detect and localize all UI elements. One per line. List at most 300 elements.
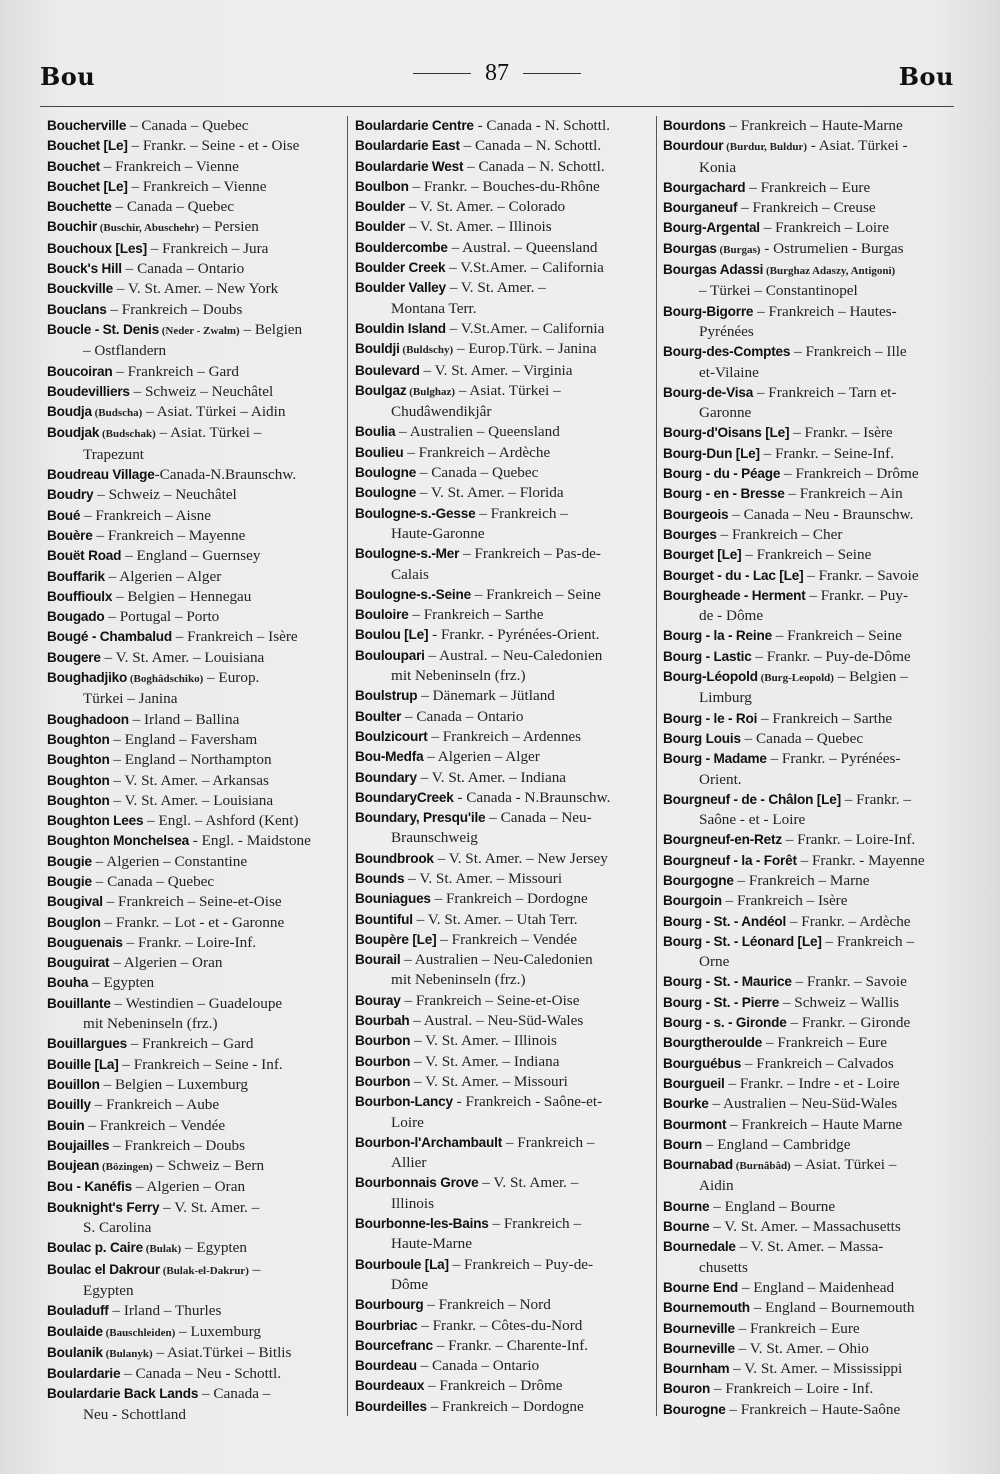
- entry-location: – Australien – Neu-Caledonien: [400, 951, 593, 969]
- gazetteer-entry: [355, 422, 655, 442]
- entry-headword: Boulou [Le]: [355, 627, 429, 643]
- entry-alt-name: (Bulak-el-Dakrur): [159, 1264, 249, 1277]
- entry-headword: Bourmont: [663, 1116, 727, 1132]
- entry-headword: Boulgaz: [355, 382, 407, 398]
- gazetteer-entry: [47, 791, 347, 811]
- rule-dash-left: [413, 73, 471, 74]
- gazetteer-entry: [663, 1135, 963, 1155]
- entry-headword: Boulogne-s.-Mer: [355, 546, 460, 562]
- entry-continuation: Aidin: [699, 1177, 734, 1195]
- entry-headword: Bourne: [663, 1219, 710, 1235]
- entry-location: – V. St. Amer. – Florida: [416, 484, 564, 502]
- entry-location: – Frankreich –: [488, 1215, 582, 1233]
- gazetteer-entry: [355, 278, 655, 319]
- entry-location: – Frankreich – Calvados: [741, 1054, 894, 1072]
- gazetteer-entry: [355, 381, 655, 423]
- entry-location: – Austral. – Neu-Caledonien: [424, 646, 603, 664]
- entry-headword: Boughton: [47, 792, 110, 808]
- gazetteer-entry: [663, 1400, 963, 1420]
- entry-headword: Bourdeilles: [355, 1398, 427, 1414]
- gazetteer-entry: [47, 300, 347, 320]
- entry-headword: Bourg - Madame: [663, 751, 767, 767]
- entry-headword: Boulogne: [355, 465, 417, 481]
- entry-location: – Canada – N. Schottl.: [463, 157, 605, 175]
- entry-headword: Bourneville: [663, 1340, 735, 1356]
- entry-location: – Canada – Quebec: [126, 117, 249, 134]
- entry-location: – Asiat. Türkei –: [455, 381, 561, 399]
- entry-headword: Bourdons: [663, 118, 726, 133]
- entry-location: – Belgien –: [833, 668, 908, 686]
- gazetteer-entry: [47, 320, 347, 362]
- entry-headword: Bourgas Adassi: [663, 262, 764, 278]
- gazetteer-entry: [47, 197, 347, 217]
- entry-alt-name: (Burdur, Buldur): [723, 141, 807, 154]
- entry-location: – Australien – Neu-Süd-Wales: [708, 1095, 898, 1113]
- entry-location: – Frankreich – Seine - Inf.: [118, 1055, 283, 1073]
- entry-headword: Bourg-Bigorre: [663, 303, 754, 319]
- entry-location: – Frankreich – Tarn et-: [753, 383, 897, 401]
- gazetteer-entry: [355, 443, 655, 463]
- entry-headword: Bougie: [47, 853, 92, 869]
- entry-alt-name: (Budschak): [99, 428, 156, 441]
- gazetteer-entry: [47, 506, 347, 526]
- entry-headword: Boulbon: [355, 178, 409, 194]
- gazetteer-entry: [355, 869, 655, 889]
- entry-headword: Bourg - en - Bresse: [663, 486, 785, 502]
- entry-location: – Frankreich – Vienne: [99, 157, 239, 175]
- entry-location: – Persien: [198, 218, 259, 236]
- entry-location: - Frankr. - Pyrénées-Orient.: [428, 626, 600, 644]
- entry-headword: Bougie: [47, 873, 92, 889]
- entry-headword: Bourcefranc: [355, 1337, 433, 1353]
- entry-location: – Frankreich – Isère: [171, 628, 298, 646]
- entry-location: – Algerien – Constantine: [91, 852, 248, 870]
- gazetteer-entry: [663, 1074, 963, 1094]
- entry-headword: Bournemouth: [663, 1300, 750, 1316]
- entry-location: - Asiat. Türkei -: [806, 137, 908, 155]
- entry-headword: Bouin: [47, 1117, 85, 1133]
- gazetteer-entry: [47, 607, 347, 627]
- entry-headword: Bouray: [355, 992, 401, 1008]
- entry-headword: Boué: [47, 507, 81, 523]
- entry-headword: Boulanik: [47, 1344, 103, 1360]
- entry-alt-name: (Burgas): [716, 243, 761, 256]
- entry-location: – Schweiz – Wallis: [779, 993, 900, 1011]
- entry-headword: Bournabad: [663, 1157, 733, 1173]
- entry-alt-name: (Bulak): [142, 1243, 182, 1256]
- entry-headword: Bouck's Hill: [47, 261, 122, 277]
- entry-headword: Boudry: [47, 487, 94, 503]
- gazetteer-entry: [47, 177, 347, 197]
- entry-location: – V. St. Amer. – Utah Terr.: [412, 910, 578, 928]
- entry-continuation: Illinois: [391, 1194, 435, 1212]
- gazetteer-entry: [47, 872, 347, 892]
- column-3: [663, 116, 963, 1420]
- entry-location: – Frankreich – Dordogne: [430, 890, 588, 908]
- entry-headword: Bourne End: [663, 1279, 739, 1295]
- entry-headword: Bourg Louis: [663, 730, 741, 746]
- entry-headword: Boughton: [47, 731, 110, 747]
- gazetteer-entry: [355, 930, 655, 950]
- gazetteer-entry: [47, 1322, 347, 1343]
- entry-alt-name: (Burghaz Adaszy, Antigoni): [763, 265, 896, 278]
- entry-location: – Frankreich – Hautes-: [753, 302, 897, 320]
- entry-location: – V. St. Amer. – New York: [113, 280, 279, 298]
- entry-headword: Bourgneuf - de - Châlon [Le]: [663, 791, 841, 807]
- gazetteer-entry: [47, 892, 347, 912]
- entry-location: – Frankreich – Puy-de-: [448, 1255, 594, 1273]
- page-header: [40, 58, 954, 98]
- gazetteer-entry: [663, 1115, 963, 1135]
- entry-location: – Frankr. – Lot - et - Garonne: [100, 913, 285, 931]
- entry-location: – Algerien – Oran: [132, 1178, 246, 1196]
- entry-location: – Frankreich – Aisne: [80, 506, 211, 524]
- entry-headword: Bourg-Dun [Le]: [663, 445, 760, 461]
- entry-location: – Frankreich – Ardèche: [403, 443, 551, 461]
- entry-headword: Bourg-Léopold: [663, 669, 758, 685]
- entry-headword: Boughton: [47, 772, 110, 788]
- entry-location: – Frankreich – Aube: [90, 1096, 220, 1114]
- gazetteer-entry: [663, 1013, 963, 1033]
- entry-location: – Schweiz – Neuchâtel: [129, 382, 274, 400]
- entry-headword: Boulevard: [355, 362, 420, 378]
- entry-headword: Bouladuff: [47, 1303, 109, 1319]
- gazetteer-entry: [47, 1116, 347, 1136]
- entry-location: – Asiat. Türkei – Aidin: [142, 403, 286, 421]
- entry-location: – V. St. Amer. –: [445, 279, 546, 297]
- entry-headword: Bourg-des-Comptes: [663, 344, 791, 360]
- entry-continuation: Loire: [391, 1113, 424, 1131]
- entry-headword: Bourdeaux: [355, 1378, 425, 1394]
- gazetteer-entry: [355, 747, 655, 767]
- entry-location: – Frankreich – Mayenne: [92, 526, 246, 544]
- entry-location: – V. St. Amer. – Colorado: [404, 198, 566, 216]
- entry-headword: Bouère: [47, 527, 93, 543]
- entry-location: – Frankreich – Gard: [126, 1035, 254, 1053]
- gazetteer-entry: [663, 891, 963, 911]
- entry-location: – Frankreich – Drôme: [424, 1377, 563, 1395]
- entry-headword: Bourg-de-Visa: [663, 384, 754, 400]
- gazetteer-entry: [47, 382, 347, 402]
- entry-location: – England – Guernsey: [121, 547, 261, 565]
- entry-headword: Boujean: [47, 1158, 100, 1174]
- rule-dash-right: [523, 73, 581, 74]
- entry-location: - Canada - N.Braunschw.: [453, 788, 611, 806]
- entry-headword: Bouguirat: [47, 955, 110, 971]
- entry-location: – Frankreich – Haute-Saône: [725, 1400, 901, 1418]
- gazetteer-entry: [663, 586, 963, 627]
- gazetteer-entry: [663, 830, 963, 850]
- entry-headword: Boundary: [355, 769, 417, 785]
- gazetteer-entry: [663, 851, 963, 871]
- entry-headword: Bourgas: [663, 240, 717, 256]
- entry-continuation: Konia: [699, 158, 737, 176]
- entry-headword: Boundbrook: [355, 850, 434, 866]
- gazetteer-entry: [47, 953, 347, 973]
- entry-location: – V. St. Amer. – New Jersey: [433, 849, 608, 867]
- entry-headword: Bourg - St. - Maurice: [663, 974, 792, 990]
- entry-continuation: Montana Terr.: [391, 299, 477, 317]
- entry-continuation: Dôme: [391, 1275, 429, 1293]
- entry-alt-name: (Burg-Leopold): [757, 672, 834, 685]
- gazetteer-entry: [47, 362, 347, 382]
- entry-location: – Luxemburg: [175, 1322, 262, 1340]
- gazetteer-entry: [47, 831, 347, 851]
- gazetteer-entry: [47, 1055, 347, 1075]
- gazetteer-entry: [663, 484, 963, 504]
- entry-headword: Boudja: [47, 404, 92, 420]
- gazetteer-entry: [663, 932, 963, 973]
- gazetteer-entry: [47, 279, 347, 299]
- entry-headword: Bouloupari: [355, 647, 425, 663]
- entry-location: – Irland – Ballina: [128, 710, 240, 728]
- entry-location: – Canada –: [198, 1385, 271, 1403]
- entry-location: – Frankreich – Ille: [790, 343, 907, 361]
- entry-location: – Canada – Quebec: [91, 872, 215, 890]
- entry-location: – Frankr. – Puy-de-Dôme: [751, 647, 911, 665]
- entry-headword: Bourbon-Lancy: [355, 1094, 453, 1110]
- entry-location: – Frankreich – Eure: [734, 1319, 860, 1337]
- gazetteer-entry: [663, 1217, 963, 1237]
- entry-headword: Boulogne-s.-Seine: [355, 586, 471, 602]
- entry-location: – Frankr. – Savoie: [803, 566, 919, 584]
- gazetteer-entry: [355, 1011, 655, 1031]
- gazetteer-entry: [355, 707, 655, 727]
- entry-location: – Frankreich – Loire: [759, 219, 889, 237]
- entry-location: – Asiat.Türkei – Bitlis: [152, 1343, 292, 1361]
- entry-location: – Canada – Quebec: [416, 464, 539, 482]
- entry-continuation: Allier: [391, 1154, 427, 1172]
- entry-location: – Dänemark – Jütland: [417, 687, 555, 705]
- gazetteer-entry: [355, 585, 655, 605]
- gazetteer-entry: [355, 1255, 655, 1296]
- entry-headword: Bourgneuf - la - Forêt: [663, 852, 797, 868]
- entry-location: – Austral. – Neu-Süd-Wales: [409, 1012, 584, 1030]
- entry-headword: Bourbriac: [355, 1317, 418, 1333]
- entry-continuation: Chudâwendikjâr: [391, 403, 492, 421]
- entry-headword: Bouglon: [47, 914, 101, 930]
- column-1: [47, 116, 347, 1425]
- entry-location: – Canada – Ontario: [401, 707, 524, 725]
- entry-headword: BoundaryCreek: [355, 789, 454, 805]
- entry-headword: Bouffioulx: [47, 588, 113, 604]
- entry-location: – Frankr. – Ardèche: [786, 912, 911, 930]
- entry-headword: Boucoiran: [47, 363, 113, 379]
- entry-headword: Bourbon: [355, 1033, 411, 1049]
- entry-headword: Bourne: [663, 1198, 710, 1214]
- entry-location: – England – Bourne: [709, 1197, 836, 1215]
- gazetteer-entry: [47, 1198, 347, 1239]
- page-number: 87: [485, 60, 509, 86]
- gazetteer-entry: [47, 157, 347, 177]
- gazetteer-entry: [355, 258, 655, 278]
- entry-location: – Frankr. – Indre - et - Loire: [724, 1074, 900, 1092]
- entry-headword: Boulieu: [355, 444, 404, 460]
- gazetteer-entry: [663, 972, 963, 992]
- gazetteer-entry: [663, 218, 963, 238]
- entry-location: – Frankr. - Mayenne: [796, 851, 925, 869]
- gazetteer-entry: [47, 1177, 347, 1197]
- entry-location: – Canada – Ontario: [121, 260, 245, 278]
- gazetteer-entry: [663, 1359, 963, 1379]
- entry-headword: Bouillargues: [47, 1036, 127, 1052]
- entry-location: – Frankreich – Haute-Marne: [725, 117, 903, 134]
- gazetteer-entry: [355, 177, 655, 197]
- entry-headword: Bou - Kanéfis: [47, 1179, 133, 1195]
- entry-location: – England – Northampton: [109, 751, 272, 769]
- entry-headword: Boulaide: [47, 1323, 103, 1339]
- gazetteer-entry: [355, 136, 655, 156]
- entry-headword: Boundary, Presqu'ile: [355, 810, 486, 826]
- gazetteer-entry: [663, 566, 963, 586]
- gazetteer-entry: [47, 730, 347, 750]
- gazetteer-entry: [355, 950, 655, 991]
- entry-location: – Frankreich – Seine: [741, 546, 872, 564]
- gazetteer-entry: [663, 464, 963, 484]
- entry-location: – Frankreich – Eure: [762, 1034, 887, 1052]
- entry-headword: Boulia: [355, 424, 396, 440]
- entry-location: – Canada – Neu - Schottl.: [120, 1365, 282, 1383]
- entry-location: - Frankreich - Saône-et-: [452, 1093, 603, 1111]
- gazetteer-entry: [355, 1336, 655, 1356]
- entry-headword: Boulder: [355, 199, 405, 215]
- entry-headword: Boulardarie East: [355, 138, 460, 154]
- entry-headword: Bouldercombe: [355, 239, 448, 255]
- gazetteer-entry: [663, 342, 963, 383]
- entry-headword: Bourbon: [355, 1053, 411, 1069]
- entry-headword: Boulardarie West: [355, 158, 464, 174]
- entry-headword: Bourg - Lastic: [663, 648, 752, 664]
- gazetteer-entry: [663, 871, 963, 891]
- entry-location: – Frankreich – Isère: [721, 892, 848, 910]
- entry-headword: Boujailles: [47, 1137, 110, 1153]
- gazetteer-entry: [47, 217, 347, 238]
- entry-headword: Boughton Lees: [47, 813, 144, 829]
- entry-location: – Frankr. – Pyrénées-: [766, 750, 901, 768]
- entry-location: – Canada – N. Schottl.: [459, 137, 602, 155]
- entry-headword: Bournedale: [663, 1239, 736, 1255]
- gazetteer-entry: [47, 1034, 347, 1054]
- gazetteer-entry: [663, 647, 963, 667]
- gazetteer-entry: [355, 686, 655, 706]
- entry-alt-name: (Budscha): [91, 407, 143, 420]
- gazetteer-entry: [355, 463, 655, 483]
- entry-headword: Bourdeau: [355, 1358, 417, 1374]
- entry-continuation: Calais: [391, 565, 429, 583]
- gazetteer-entry: [355, 504, 655, 545]
- entry-location: – Canada – Neu-: [485, 809, 592, 827]
- entry-headword: Boudjak: [47, 425, 100, 441]
- gazetteer-entry: [47, 973, 347, 993]
- entry-headword: Boughadoon: [47, 711, 129, 727]
- entry-location: – Frankreich – Marne: [733, 871, 870, 889]
- entry-headword: Bouffarik: [47, 568, 105, 584]
- entry-location: – Frankreich – Pas-de-: [459, 545, 601, 563]
- gazetteer-entry: [663, 302, 963, 343]
- gazetteer-entry: [355, 483, 655, 503]
- entry-location: – Frankreich –: [821, 932, 915, 950]
- entry-location: – Frankreich – Ain: [784, 485, 903, 503]
- entry-headword: Bouldji: [355, 341, 400, 357]
- entry-location: – Canada – Quebec: [111, 198, 234, 216]
- entry-headword: Bourges: [663, 526, 717, 542]
- entry-location: – V. St. Amer. – Missouri: [410, 1072, 568, 1090]
- entry-headword: Bourguébus: [663, 1055, 742, 1071]
- gazetteer-entry: [663, 912, 963, 932]
- entry-headword: Bouclans: [47, 301, 107, 317]
- entry-headword: Boulogne-s.-Gesse: [355, 505, 476, 521]
- entry-location: – V. St. Amer. – Mississippi: [729, 1360, 903, 1378]
- entry-location: – Frankreich – Gard: [112, 362, 239, 380]
- entry-location: – Asiat. Türkei –: [155, 424, 262, 442]
- gazetteer-entry: [47, 1095, 347, 1115]
- gazetteer-entry: [47, 1343, 347, 1364]
- entry-alt-name: (Bulanyk): [102, 1347, 153, 1360]
- entry-headword: Bourganeuf: [663, 200, 738, 216]
- entry-location: – Frankreich – Creuse: [737, 199, 876, 217]
- entry-alt-name: (Buldschy): [399, 344, 454, 357]
- running-head-left: Bou: [40, 62, 96, 91]
- entry-location: – Frankreich –: [475, 504, 568, 522]
- entry-alt-name: (Neder - Zwalm): [158, 324, 240, 337]
- entry-location: – Frankreich – Ardennes: [427, 727, 582, 745]
- entry-continuation: Braunschweig: [391, 829, 478, 847]
- gazetteer-entry: [663, 709, 963, 729]
- entry-location: – Frankreich – Seine-et-Oise: [400, 991, 580, 1009]
- entry-continuation: – Türkei – Constantinopel: [699, 282, 858, 300]
- entry-location: – Frankreich – Nord: [423, 1296, 551, 1314]
- gazetteer-entry: [355, 849, 655, 869]
- gazetteer-entry: [355, 197, 655, 217]
- entry-continuation: Orne: [699, 953, 730, 971]
- gazetteer-entry: [355, 339, 655, 360]
- entry-alt-name: (Buschir, Abuschehr): [96, 222, 199, 235]
- gazetteer-entry: [355, 991, 655, 1011]
- entry-location: – Frankreich – Dordogne: [426, 1397, 584, 1415]
- entry-headword: Bourget [Le]: [663, 547, 742, 563]
- gazetteer-entry: [47, 423, 347, 465]
- gazetteer-entry: [355, 646, 655, 687]
- entry-location: – Frankr. – Puy-: [805, 586, 909, 604]
- entry-headword: Bourneville: [663, 1320, 735, 1336]
- entry-location: – England – Faversham: [109, 730, 258, 748]
- entry-headword: Bouldin Island: [355, 320, 446, 336]
- gazetteer-entry: [47, 994, 347, 1035]
- entry-location: – Asiat. Türkei –: [790, 1156, 897, 1174]
- entry-headword: Boulder Creek: [355, 260, 446, 276]
- gazetteer-entry: [47, 546, 347, 566]
- gazetteer-entry: [355, 1052, 655, 1072]
- entry-location: – V. St. Amer. – Virginia: [419, 361, 573, 379]
- entry-location: – V. St. Amer. – Ohio: [734, 1339, 869, 1357]
- running-head-right: Bou: [898, 62, 954, 91]
- entry-continuation: Saône - et - Loire: [699, 811, 806, 829]
- gazetteer-entry: [663, 1278, 963, 1298]
- gazetteer-entry: [355, 889, 655, 909]
- entry-location: – V. St. Amer. – Missouri: [404, 869, 563, 887]
- gazetteer-entry: [47, 259, 347, 279]
- gazetteer-entry: [47, 465, 347, 485]
- entry-location: – Frankreich – Doubs: [109, 1136, 246, 1154]
- entry-headword: Bou-Medfa: [355, 749, 424, 765]
- entry-location: – V. St. Amer. – Illinois: [404, 218, 552, 236]
- gazetteer-entry: [355, 157, 655, 177]
- entry-location: -Canada-N.Braunschw.: [154, 466, 297, 484]
- entry-location: – Schweiz – Neuchâtel: [93, 486, 237, 504]
- gazetteer-entry: [47, 1238, 347, 1259]
- gazetteer-entry: [355, 1092, 655, 1133]
- entry-continuation: Egypten: [83, 1281, 134, 1299]
